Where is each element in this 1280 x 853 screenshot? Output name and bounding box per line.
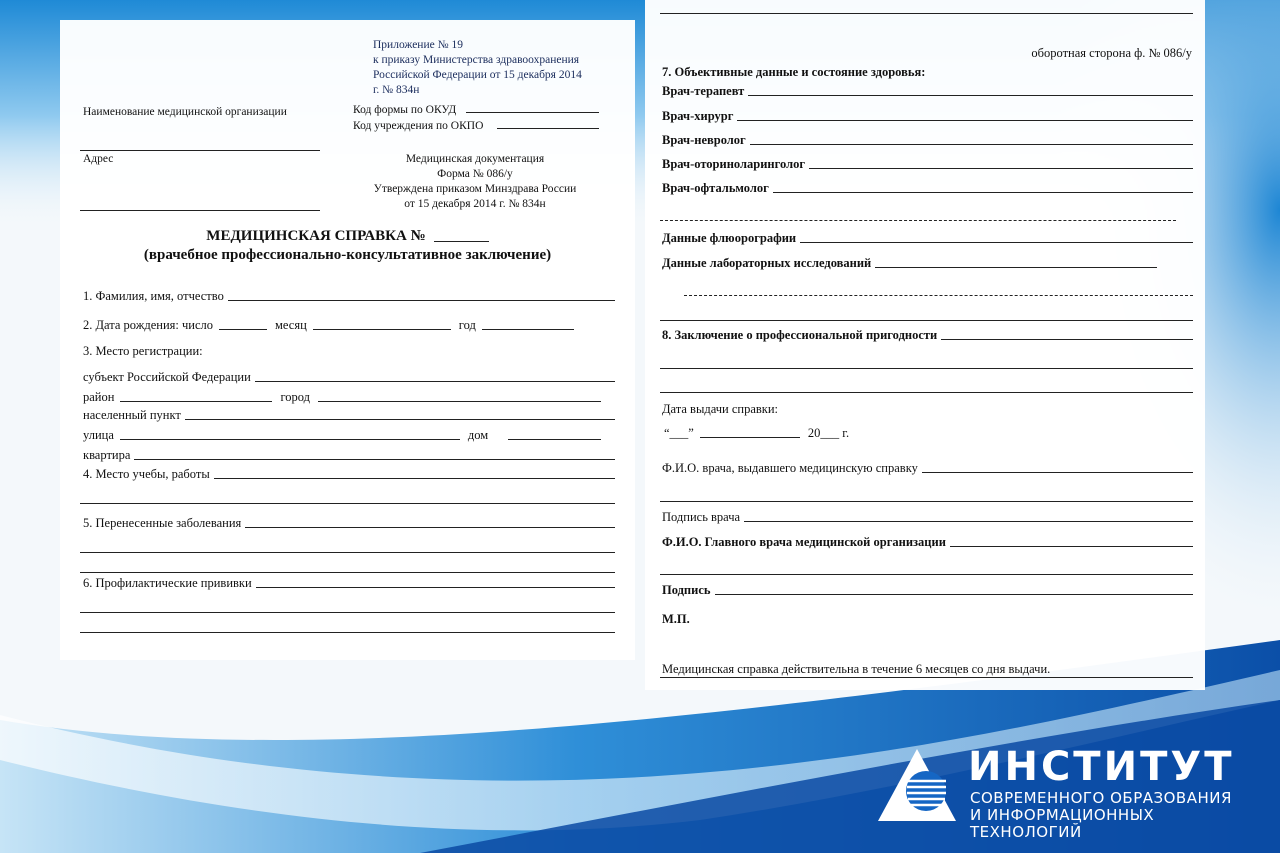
chief-fio-label: Ф.И.О. Главного врача медицинской организации xyxy=(662,535,946,549)
locality-label: населенный пункт xyxy=(83,408,181,422)
vaccinations-field[interactable] xyxy=(83,576,615,591)
birthdate-label: 2. Дата рождения: число xyxy=(83,318,214,332)
neurologist-field[interactable] xyxy=(662,133,1193,148)
subject-label: субъект Российской Федерации xyxy=(83,370,251,384)
ent-label: Врач-оториноларинголог xyxy=(662,157,806,171)
diseases-line-2[interactable] xyxy=(80,552,615,553)
lab-line-3[interactable] xyxy=(660,320,1193,321)
lab-field[interactable] xyxy=(662,256,1157,271)
issue-month-line[interactable] xyxy=(700,437,800,438)
doc-info-line: Утверждена приказом Минздрава России xyxy=(373,183,577,195)
doc-info-line: Форма № 086/у xyxy=(437,168,513,180)
district-label: район xyxy=(83,390,115,404)
okud-field[interactable] xyxy=(353,104,599,116)
city-label: город xyxy=(280,390,311,404)
subject-field[interactable] xyxy=(83,370,615,385)
signature-field[interactable] xyxy=(662,583,1193,598)
therapist-label: Врач-терапевт xyxy=(662,84,745,98)
diseases-field[interactable] xyxy=(83,516,615,531)
day-line[interactable] xyxy=(219,329,267,330)
street-house-field[interactable] xyxy=(83,428,601,443)
work-label: 4. Место учебы, работы xyxy=(83,467,210,481)
ent-field[interactable] xyxy=(662,157,1193,172)
registration-label: 3. Место регистрации: xyxy=(83,344,203,358)
work-line-2[interactable] xyxy=(80,503,615,504)
house-label: дом xyxy=(467,428,489,442)
birthdate-field[interactable] xyxy=(83,318,603,333)
doctor-fio-field[interactable] xyxy=(662,461,1193,476)
extra-doctor-line[interactable] xyxy=(660,220,1176,221)
appendix-note xyxy=(373,38,582,98)
signature-label: Подпись xyxy=(662,583,711,597)
fluoro-label: Данные флюорографии xyxy=(662,231,797,245)
street-label: улица xyxy=(83,428,114,442)
surgeon-label: Врач-хирург xyxy=(662,109,734,123)
issue-date-field[interactable] xyxy=(664,426,849,441)
org-name-line[interactable] xyxy=(80,150,320,151)
issue-date-label: Дата выдачи справки: xyxy=(662,402,779,416)
conclusion-line-2[interactable] xyxy=(660,368,1193,369)
okpo-field[interactable] xyxy=(353,120,599,132)
appendix-line: к приказу Министерства здравоохранения xyxy=(373,54,580,66)
street-line[interactable] xyxy=(120,439,460,440)
top-line xyxy=(660,13,1193,14)
section-8-heading: 8. Заключение о профессиональной пригодности xyxy=(662,328,938,342)
chief-fio-line-2[interactable] xyxy=(660,574,1193,575)
apartment-label: квартира xyxy=(83,448,131,462)
certificate-number-line[interactable] xyxy=(434,241,489,242)
logo-title: ИНСТИТУТ xyxy=(968,744,1235,790)
chief-fio-field[interactable] xyxy=(662,535,1193,550)
form-front-side xyxy=(80,30,615,650)
form-back-side xyxy=(658,0,1194,690)
lab-label: Данные лабораторных исследований xyxy=(662,256,872,270)
lab-line-2[interactable] xyxy=(684,295,1193,296)
appendix-line: г. № 834н xyxy=(373,84,420,96)
certificate-subtitle: (врачебное профессионально-консультативное заключение) xyxy=(143,247,552,263)
org-name-label: Наименование медицинской организации xyxy=(83,106,287,118)
doc-info-line: Медицинская документация xyxy=(405,153,545,165)
certificate-title: МЕДИЦИНСКАЯ СПРАВКА № xyxy=(206,228,426,244)
fluoro-field[interactable] xyxy=(662,231,1193,246)
logo-subtitle-2: И ИНФОРМАЦИОННЫХ ТЕХНОЛОГИЙ xyxy=(970,806,1155,841)
doctor-sign-label: Подпись врача xyxy=(662,510,741,524)
therapist-field[interactable] xyxy=(662,84,1193,99)
diseases-line-3[interactable] xyxy=(80,572,615,573)
certificate-heading xyxy=(80,228,615,264)
appendix-line: Российской Федерации от 15 декабря 2014 xyxy=(373,69,582,81)
year-label: год xyxy=(458,318,476,332)
section-7-heading: 7. Объективные данные и состояние здоровья: xyxy=(662,65,926,79)
address-line[interactable] xyxy=(80,210,320,211)
validity-note: Медицинская справка действительна в течение 6 месяцев со дня выдачи. xyxy=(662,662,1051,676)
doctor-fio-label: Ф.И.О. врача, выдавшего медицинскую справку xyxy=(662,461,918,475)
neurologist-label: Врач-невролог xyxy=(662,133,746,147)
institute-logo xyxy=(876,744,1256,841)
day-blank: “___” xyxy=(664,426,694,440)
logo-subtitle-1: СОВРЕМЕННОГО ОБРАЗОВАНИЯ xyxy=(970,789,1232,807)
ophthalmologist-field[interactable] xyxy=(662,181,1193,196)
month-line[interactable] xyxy=(313,329,451,330)
fio-field[interactable] xyxy=(83,289,615,304)
apartment-field[interactable] xyxy=(83,448,615,463)
vaccinations-line-3[interactable] xyxy=(80,632,615,633)
okud-label: Код формы по ОКУД xyxy=(353,104,457,116)
conclusion-line-3[interactable] xyxy=(660,392,1193,393)
validity-line xyxy=(660,677,1193,678)
vaccinations-line-2[interactable] xyxy=(80,612,615,613)
appendix-line: Приложение № 19 xyxy=(373,39,463,51)
triangle-logo-icon xyxy=(876,747,958,823)
fio-label: 1. Фамилия, имя, отчество xyxy=(83,289,224,303)
okpo-label: Код учреждения по ОКПО xyxy=(353,120,484,132)
vaccinations-label: 6. Профилактические прививки xyxy=(83,576,252,590)
month-label: месяц xyxy=(275,318,307,332)
conclusion-field[interactable] xyxy=(662,328,1193,343)
year-line[interactable] xyxy=(482,329,574,330)
year-blank: 20___ г. xyxy=(807,426,850,440)
doc-info-line: от 15 декабря 2014 г. № 834н xyxy=(404,198,546,210)
doctor-fio-line-2[interactable] xyxy=(660,501,1193,502)
work-field[interactable] xyxy=(83,467,615,482)
district-city-field[interactable] xyxy=(83,390,601,405)
district-line[interactable] xyxy=(120,401,272,402)
doctor-sign-field[interactable] xyxy=(662,510,1193,525)
diseases-label: 5. Перенесенные заболевания xyxy=(83,516,242,530)
address-label: Адрес xyxy=(83,153,114,165)
ophthalmologist-label: Врач-офтальмолог xyxy=(662,181,769,195)
locality-field[interactable] xyxy=(83,408,615,423)
stamp-label: М.П. xyxy=(662,612,690,626)
surgeon-field[interactable] xyxy=(662,109,1193,124)
document-info xyxy=(330,152,620,212)
reverse-side-label: оборотная сторона ф. № 086/у xyxy=(1031,46,1192,60)
